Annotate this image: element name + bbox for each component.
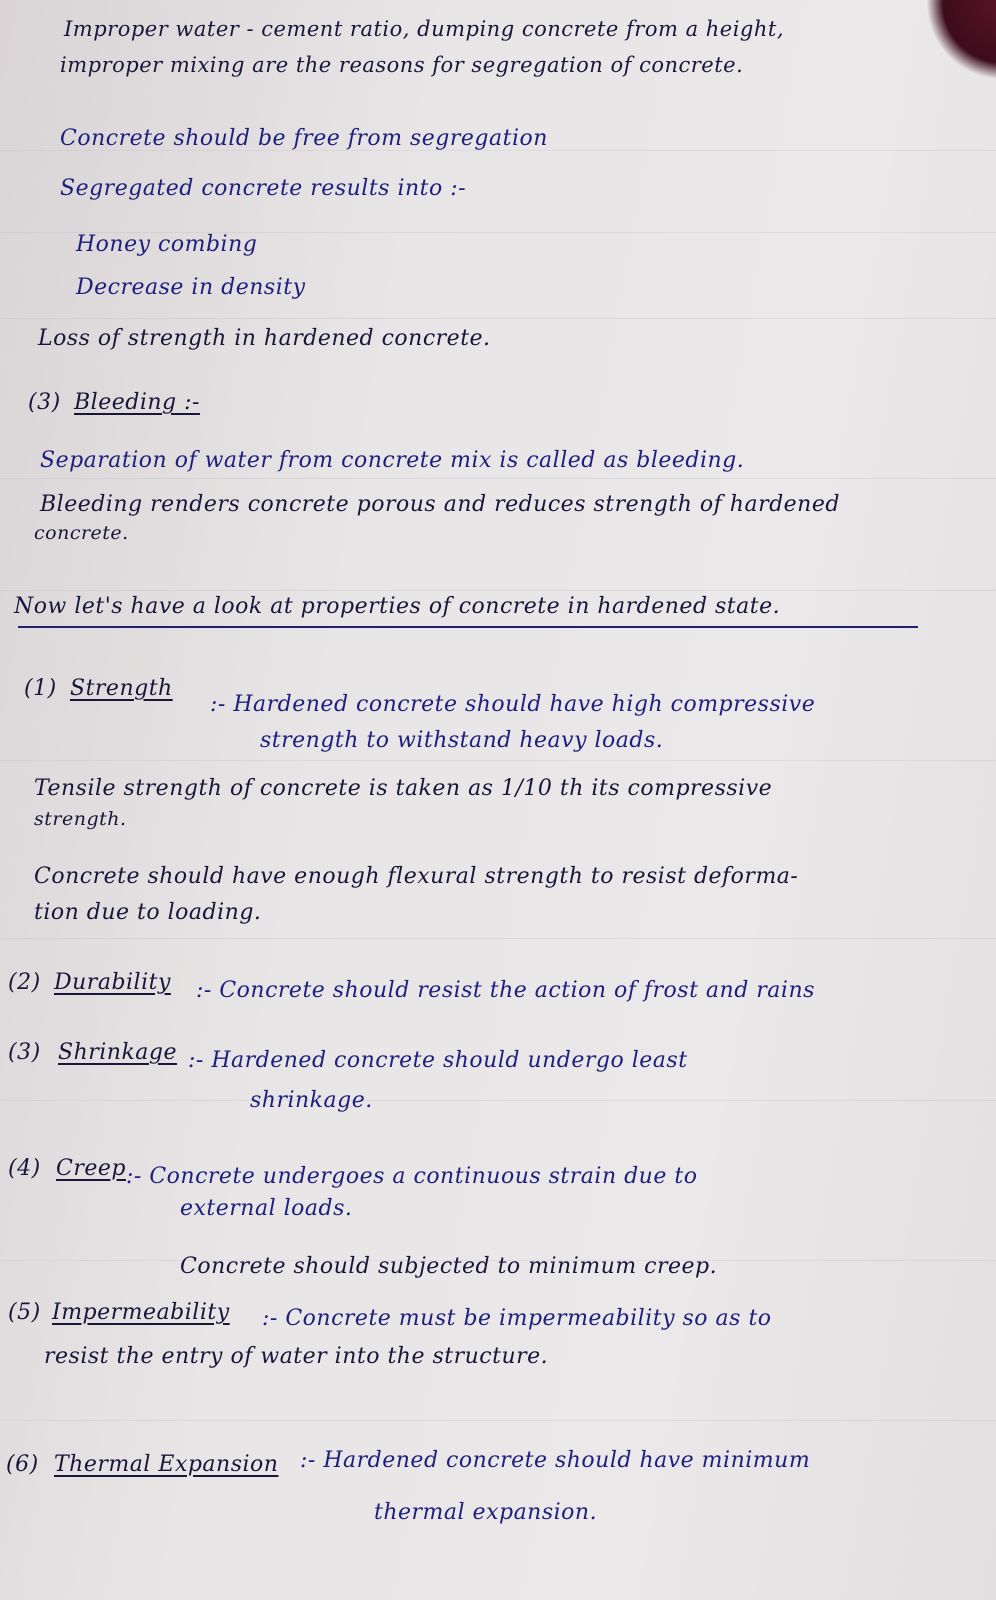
heading-creep: Creep: [56, 1156, 126, 1181]
note-line-26: resist the entry of water into the structure.: [44, 1344, 549, 1369]
section-number-thermal-expansion: (6): [6, 1452, 39, 1477]
note-line-23: external loads.: [180, 1196, 353, 1221]
note-line-6: Decrease in density: [76, 275, 306, 300]
note-line-12: Now let's have a look at properties of concrete in hardened state.: [14, 594, 781, 619]
heading-shrinkage: Shrinkage: [58, 1040, 178, 1065]
section-number-shrinkage: (3): [8, 1040, 41, 1065]
heading-durability: Durability: [54, 970, 171, 995]
section-number-creep: (4): [8, 1156, 41, 1181]
note-line-27: :- Hardened concrete should have minimum: [300, 1448, 811, 1473]
note-line-10: Bleeding renders concrete porous and reduces strength of hardened: [40, 492, 840, 517]
note-line-18: tion due to loading.: [34, 900, 262, 925]
note-line-2: improper mixing are the reasons for segregation of concrete.: [60, 53, 744, 77]
note-line-3: Concrete should be free from segregation: [60, 126, 548, 151]
note-line-21: shrinkage.: [250, 1088, 373, 1113]
section-number-impermeability: (5): [8, 1300, 41, 1325]
note-line-28: thermal expansion.: [374, 1500, 598, 1525]
note-line-1: Improper water - cement ratio, dumping concrete from a height,: [64, 17, 785, 41]
heading-bleeding: Bleeding :-: [74, 390, 200, 415]
ruled-line: [0, 1100, 996, 1101]
page-corner-shadow: [926, 0, 996, 80]
note-line-20: :- Hardened concrete should undergo least: [188, 1048, 688, 1073]
ruled-line: [0, 318, 996, 319]
section-number-durability: (2): [8, 970, 41, 995]
note-line-15: Tensile strength of concrete is taken as 1/10 th its compressive: [34, 776, 773, 801]
note-line-22: :- Concrete undergoes a continuous strain due to: [126, 1164, 698, 1189]
ruled-line: [0, 590, 996, 591]
underline-hardened-state: [18, 626, 918, 628]
heading-strength: Strength: [70, 676, 173, 701]
note-line-24: Concrete should subjected to minimum creep.: [180, 1254, 718, 1279]
heading-thermal-expansion: Thermal Expansion: [54, 1452, 279, 1477]
note-line-25: :- Concrete must be impermeability so as to: [262, 1306, 772, 1331]
note-line-11: concrete.: [34, 522, 129, 544]
note-line-13: :- Hardened concrete should have high compressive: [210, 692, 816, 717]
note-line-4: Segregated concrete results into :-: [60, 176, 467, 201]
ruled-line: [0, 1420, 996, 1421]
note-line-9: Separation of water from concrete mix is called as bleeding.: [40, 448, 745, 473]
section-number-strength: (1): [24, 676, 57, 701]
section-number-bleeding: (3): [28, 390, 61, 415]
ruled-line: [0, 760, 996, 761]
note-line-16: strength.: [34, 808, 127, 830]
ruled-line: [0, 938, 996, 939]
note-line-14: strength to withstand heavy loads.: [260, 728, 664, 753]
note-line-7: Loss of strength in hardened concrete.: [38, 326, 491, 351]
note-line-17: Concrete should have enough flexural strength to resist deforma-: [34, 864, 799, 889]
heading-impermeability: Impermeability: [52, 1300, 230, 1325]
note-line-5: Honey combing: [76, 232, 258, 257]
ruled-line: [0, 478, 996, 479]
note-line-19: :- Concrete should resist the action of frost and rains: [196, 978, 815, 1003]
